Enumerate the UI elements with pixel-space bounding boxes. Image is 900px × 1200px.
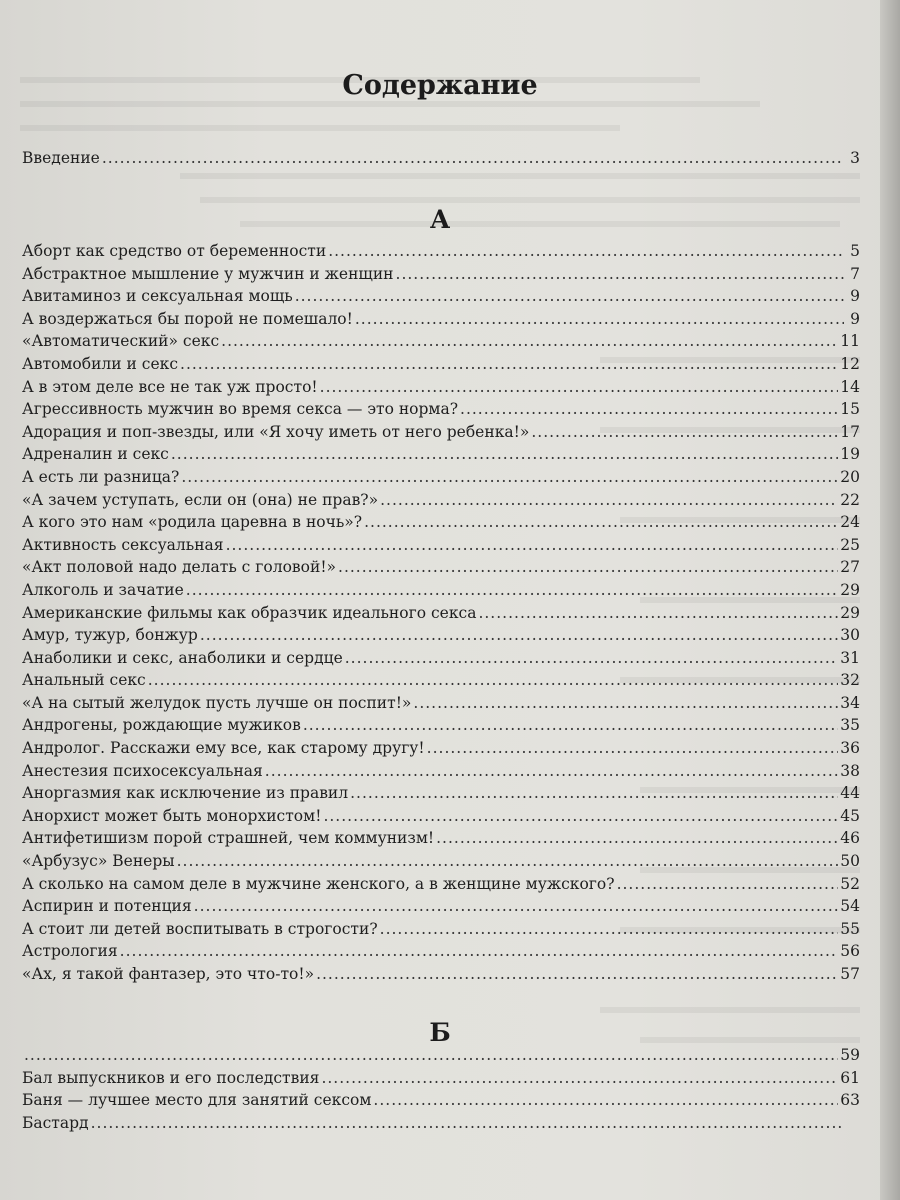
toc-entry-page: 44 xyxy=(840,784,860,803)
toc-leader-dots xyxy=(148,671,839,689)
toc-entry xyxy=(22,1091,860,1114)
toc-entry-page: 20 xyxy=(840,467,860,486)
toc-entry-title: Агрессивность мужчин во время секса — это норма? xyxy=(22,400,459,419)
toc-leader-dots xyxy=(345,649,839,667)
toc-entry xyxy=(22,287,860,310)
toc-entry-title: Анаболики и секс, анаболики и сердце xyxy=(22,648,343,667)
toc-leader-dots xyxy=(436,829,838,847)
toc-entry xyxy=(22,423,860,446)
toc-leader-dots xyxy=(221,332,838,350)
toc-entry-title: «А зачем уступать, если он (она) не прав?» xyxy=(22,490,379,509)
toc-entry xyxy=(22,1114,860,1137)
toc-leader-dots xyxy=(186,581,838,599)
toc-leader-dots xyxy=(328,242,844,260)
toc-leader-dots xyxy=(295,287,844,305)
toc-entry-title: Введение xyxy=(22,149,100,167)
section-letter-a: А xyxy=(429,205,451,234)
toc-leader-dots xyxy=(355,310,844,328)
toc-entry xyxy=(22,536,860,559)
toc-entry-page: 32 xyxy=(840,671,860,690)
toc-leader-dots xyxy=(373,1091,838,1109)
toc-leader-dots xyxy=(478,604,838,622)
toc-entry-title: Анальный секс xyxy=(22,671,146,690)
toc-entry xyxy=(22,513,860,536)
toc-entry xyxy=(22,942,860,965)
toc-leader-dots xyxy=(617,875,839,893)
toc-entry-page: 59 xyxy=(840,1046,860,1064)
toc-leader-dots xyxy=(120,942,839,960)
toc-entry-title: Аспирин и потенция xyxy=(22,897,192,916)
toc-entry xyxy=(22,852,860,875)
toc-leader-dots xyxy=(102,149,844,167)
toc-entry xyxy=(22,965,860,988)
toc-section-b xyxy=(22,1046,860,1136)
toc-leader-dots xyxy=(265,762,838,780)
toc-leader-dots xyxy=(380,920,839,938)
toc-entry xyxy=(22,897,860,920)
toc-entry xyxy=(22,784,860,807)
toc-leader-dots xyxy=(226,536,839,554)
toc-entry xyxy=(22,1069,860,1092)
toc-entry-title: Американские фильмы как образчик идеального секса xyxy=(22,603,477,622)
toc-entry-title: «Акт половой надо делать с головой!» xyxy=(22,558,337,577)
toc-leader-dots xyxy=(350,784,838,802)
toc-entry-page: 3 xyxy=(850,149,860,167)
toc-entry-title: Активность сексуальная xyxy=(22,535,224,554)
toc-entry-page: 12 xyxy=(840,354,860,373)
toc-entry-title: Баня — лучшее место для занятий сексом xyxy=(22,1091,372,1110)
toc-leader-dots xyxy=(194,897,839,915)
toc-entry-page: 61 xyxy=(840,1068,860,1087)
toc-leader-dots xyxy=(364,513,838,531)
toc-entry xyxy=(22,265,860,288)
toc-entry-page: 15 xyxy=(840,400,860,419)
toc-entry-title: Амур, тужур, бонжур xyxy=(22,626,198,645)
toc-entry-intro xyxy=(22,149,860,172)
toc-entry xyxy=(22,355,860,378)
toc-entry-title: А стоит ли детей воспитывать в строгости? xyxy=(22,919,378,938)
toc-entry-title: «Арбузус» Венеры xyxy=(22,852,175,871)
toc-leader-dots xyxy=(323,807,838,825)
toc-entry-page: 29 xyxy=(840,580,860,599)
toc-leader-dots xyxy=(91,1114,844,1132)
toc-leader-dots xyxy=(460,400,838,418)
toc-intro xyxy=(22,149,860,172)
toc-leader-dots xyxy=(396,265,844,283)
toc-entry-page: 46 xyxy=(840,829,860,848)
toc-entry-page: 22 xyxy=(840,490,860,509)
toc-entry xyxy=(22,649,860,672)
toc-leader-dots xyxy=(171,445,838,463)
toc-entry-title: Андролог. Расскажи ему все, как старому другу! xyxy=(22,739,425,758)
toc-leader-dots xyxy=(413,694,838,712)
toc-entry-title: «Ах, я такой фантазер, это что-то!» xyxy=(22,965,315,983)
toc-leader-dots xyxy=(320,378,839,396)
toc-entry-page: 52 xyxy=(840,874,860,893)
page-title: Содержание xyxy=(342,70,538,101)
toc-leader-dots xyxy=(181,468,838,486)
toc-entry-page: 55 xyxy=(840,919,860,938)
section-letter-b: Б xyxy=(429,1018,451,1047)
toc-entry-page: 57 xyxy=(840,965,860,983)
toc-entry-title: Анестезия психосексуальная xyxy=(22,761,263,780)
toc-entry-page: 9 xyxy=(850,309,860,328)
toc-entry-page: 36 xyxy=(840,739,860,758)
toc-leader-dots xyxy=(316,965,838,983)
toc-entry-title: Адорация и поп-звезды, или «Я хочу иметь от него ребенка!» xyxy=(22,422,530,441)
toc-entry-page: 5 xyxy=(850,242,860,260)
toc-entry-title: Адреналин и секс xyxy=(22,445,169,464)
toc-entry xyxy=(22,400,860,423)
toc-entry-page: 45 xyxy=(840,806,860,825)
toc-entry-title: А сколько на самом деле в мужчине женского, а в женщине мужского? xyxy=(22,874,615,893)
toc-entry xyxy=(22,581,860,604)
toc-entry-page: 7 xyxy=(850,264,860,283)
toc-entry xyxy=(22,739,860,762)
toc-entry-page: 31 xyxy=(840,648,860,667)
toc-entry-page: 29 xyxy=(840,603,860,622)
toc-entry-page: 11 xyxy=(840,332,860,351)
toc-entry-page: 19 xyxy=(840,445,860,464)
toc-entry xyxy=(22,310,860,333)
toc-section-a xyxy=(22,242,860,988)
toc-entry xyxy=(22,920,860,943)
toc-entry-title: Автомобили и секс xyxy=(22,354,179,373)
toc-entry-title: Андрогены, рождающие мужиков xyxy=(22,716,301,735)
toc-entry xyxy=(22,558,860,581)
toc-entry-title: А воздержаться бы порой не помешало! xyxy=(22,309,353,328)
toc-leader-dots xyxy=(338,558,838,576)
toc-leader-dots xyxy=(200,626,838,644)
toc-entry xyxy=(22,242,860,265)
toc-entry xyxy=(22,604,860,627)
toc-entry xyxy=(22,626,860,649)
toc-entry-title: Аборт как средство от беременности xyxy=(22,242,327,260)
toc-entry-title: Астрология xyxy=(22,942,118,961)
toc-leader-dots xyxy=(180,355,838,373)
toc-entry-page: 24 xyxy=(840,513,860,532)
toc-entry-page: 34 xyxy=(840,693,860,712)
page-fore-edge xyxy=(880,0,900,1200)
toc-entry-title: Бал выпускников и его последствия xyxy=(22,1068,320,1087)
toc-entry-title: А есть ли разница? xyxy=(22,467,180,486)
toc-entry xyxy=(22,378,860,401)
toc-leader-dots xyxy=(24,1046,838,1064)
toc-entry-title: Авитаминоз и сексуальная мощь xyxy=(22,287,293,306)
toc-entry xyxy=(22,875,860,898)
toc-entry-page: 56 xyxy=(840,942,860,961)
toc-leader-dots xyxy=(427,739,839,757)
toc-entry-title: А в этом деле все не так уж просто! xyxy=(22,377,318,396)
toc-entry xyxy=(22,468,860,491)
toc-entry xyxy=(22,694,860,717)
toc-entry xyxy=(22,445,860,468)
toc-leader-dots xyxy=(321,1069,838,1087)
toc-entry xyxy=(22,491,860,514)
toc-entry-title: Абстрактное мышление у мужчин и женщин xyxy=(22,264,394,283)
toc-entry-title: Антифетишизм порой страшней, чем коммунизм! xyxy=(22,829,435,848)
toc-entry xyxy=(22,807,860,830)
toc-entry xyxy=(22,332,860,355)
toc-entry-page: 38 xyxy=(840,761,860,780)
toc-entry-title: Анорхист может быть монорхистом! xyxy=(22,806,322,825)
toc-entry-page: 27 xyxy=(840,558,860,577)
toc-entry xyxy=(22,671,860,694)
toc-entry-page: 25 xyxy=(840,535,860,554)
toc-entry-title: Аноргазмия как исключение из правил xyxy=(22,784,349,803)
toc-entry-title: Алкоголь и зачатие xyxy=(22,580,184,599)
toc-entry-title: Бастард xyxy=(22,1113,89,1132)
toc-entry-page: 50 xyxy=(840,852,860,871)
toc-entry-title: «А на сытый желудок пусть лучше он поспит!» xyxy=(22,693,412,712)
toc-entry-page: 14 xyxy=(840,377,860,396)
toc-leader-dots xyxy=(303,716,838,734)
toc-entry-title: «Автоматический» секс xyxy=(22,332,220,351)
toc-entry xyxy=(22,762,860,785)
toc-entry-page: 35 xyxy=(840,716,860,735)
toc-leader-dots xyxy=(177,852,839,870)
toc-entry-page: 30 xyxy=(840,626,860,645)
toc-entry xyxy=(22,1046,860,1069)
toc-entry xyxy=(22,829,860,852)
toc-leader-dots xyxy=(531,423,838,441)
toc-entry-page: 63 xyxy=(840,1091,860,1110)
toc-entry-title: А кого это нам «родила царевна в ночь»? xyxy=(22,513,363,532)
toc-entry xyxy=(22,716,860,739)
toc-entry-page: 9 xyxy=(850,287,860,306)
toc-leader-dots xyxy=(380,491,838,509)
toc-entry-page: 17 xyxy=(840,422,860,441)
toc-entry-page: 54 xyxy=(840,897,860,916)
